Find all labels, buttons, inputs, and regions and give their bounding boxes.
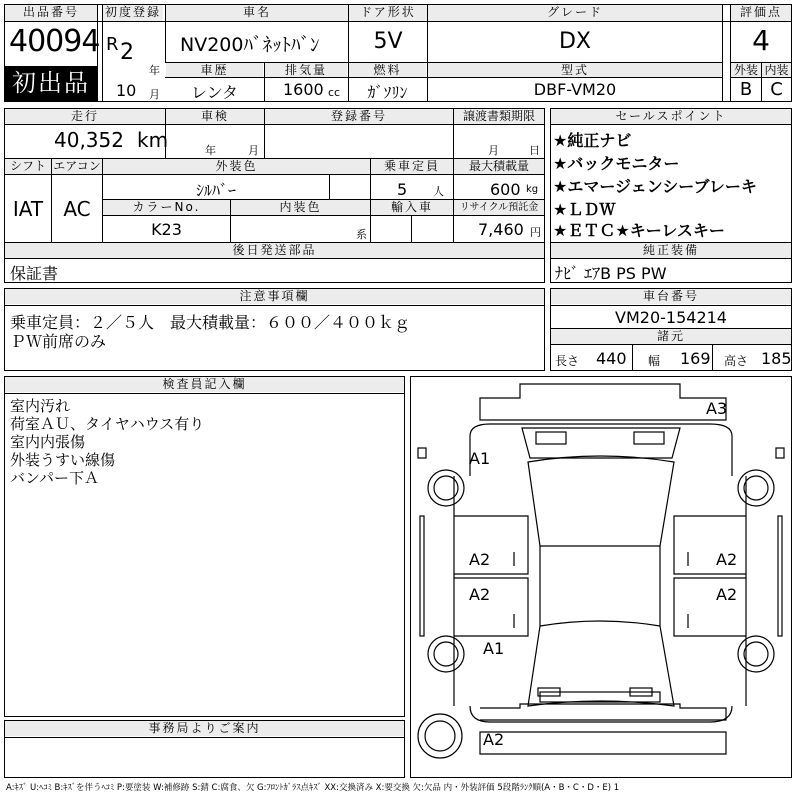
int-color-header: 内装色 [231,200,370,215]
deadline-day-unit: 日 [529,144,540,157]
damage-a2-right-2: A2 [716,585,738,604]
genuine-equipment: ﾅﾋﾞ ｴｱB PS PW [555,264,667,283]
model-header: 型式 [428,63,722,77]
later-parts-header: 後日発送部品 [5,243,544,258]
displacement-header: 排気量 [265,63,347,77]
cc-unit: cc [328,86,341,99]
capacity-header: 乗車定員 [371,159,453,174]
exterior-score: B [739,79,753,100]
lot-no-header: 出品番号 [5,5,97,21]
max-load: 600 [490,180,521,199]
car-outline-diagram [410,376,792,778]
sales-point-2: ★バックモニター [553,154,680,173]
car-name-header: 車名 [166,5,348,21]
first-reg-header: 初度登録 [104,5,161,19]
inspector-header: 検査員記入欄 [5,377,404,392]
yen-unit: 円 [530,226,541,239]
model: DBF-VM20 [533,80,617,99]
shift: IAT [12,197,44,221]
sales-point-1: ★純正ナビ [553,131,632,150]
sales-points-header: セールスポイント [551,109,791,124]
int-color-unit: 系 [356,228,367,241]
color-no-header: カラーNo. [103,200,230,215]
color-no: K23 [151,220,182,239]
fuel: ｶﾞｿﾘﾝ [367,83,408,102]
dims-header: 諸元 [551,329,791,344]
inspector-line-5: バンパー下Ａ [10,469,99,487]
height-label: 高さ [724,354,749,368]
chassis-header: 車台番号 [551,289,791,304]
inspector-line-4: 外装うすい線傷 [10,451,116,469]
caution-header: 注意事項欄 [5,289,544,304]
capacity: 5 [397,180,408,199]
score: 4 [752,24,770,57]
car-name: NV200ﾊﾞﾈｯﾄﾊﾞﾝ [180,34,320,56]
reg-month: 10 [116,81,137,100]
import-header: 輸入車 [371,200,453,215]
interior-score: C [770,79,783,100]
damage-a2-left-1: A2 [469,550,491,569]
deadline-month-unit: 月 [488,144,499,157]
width: 169 [680,349,711,368]
shift-header: シフト [5,159,51,174]
sales-point-4: ★ＬＤＷ [553,200,616,219]
damage-a2-bottom: A2 [483,730,505,749]
aircon: AC [63,197,91,221]
history: レンタ [191,83,238,102]
length-label: 長さ [555,354,580,368]
capacity-unit: 人 [433,185,444,198]
sales-point-5: ★ＥＴＣ★キーレスキー [553,221,725,240]
aircon-header: エアコン [53,159,101,173]
door-type: 5V [373,29,403,54]
damage-a2-left-2: A2 [469,585,491,604]
km-unit: km [137,128,169,152]
insp-year-unit: 年 [205,144,216,157]
max-load-header: 最大積載量 [454,159,544,174]
damage-a1-rear: A1 [483,639,505,658]
month-unit: 月 [149,88,160,101]
sales-point-3: ★エマージェンシーブレーキ [553,177,757,196]
history-header: 車歴 [166,63,263,77]
ext-color-header: 外装色 [103,159,370,174]
office-header: 事務局よりご案内 [5,721,404,736]
damage-a1-front: A1 [469,449,491,468]
inspector-line-2: 荷室ＡＵ、タイヤハウス有り [10,415,205,433]
legend: A:ｷｽﾞ U:ﾍｺﾐ B:ｷｽﾞを伴うﾍｺﾐ P:要塗装 W:補修跡 S:錆 C:腐食、欠 G:ﾌﾛﾝﾄｶﾞﾗｽ点ｷｽﾞ XX:交換済み X:要交換 欠:欠品 内・外装評価 5段階ﾗﾝｸ順(A・B・C・D・E) 1 [6,783,620,793]
interior-header: 内装 [762,63,791,77]
grade-header: グレード [428,5,722,21]
grade: DX [558,29,591,54]
later-parts: 保証書 [10,264,59,283]
inspector-line-3: 室内内張傷 [10,433,86,451]
length: 440 [596,349,627,368]
score-header: 評価点 [731,5,791,21]
caution-line-1: 乗車定員：２／５人 最大積載量：６００／４００ｋｇ [10,313,411,332]
kg-unit: kg [526,184,539,195]
recycle-fee: 7,460 [478,220,524,239]
damage-a3: A3 [706,399,728,418]
reg-no-header: 登録番号 [265,109,453,124]
reg-year: 2 [120,40,134,65]
damage-a2-right-1: A2 [716,550,738,569]
inspector-line-1: 室内汚れ [10,397,71,415]
inspection-header: 車検 [166,109,264,124]
era: R [106,34,119,55]
door-header: ドア形状 [349,5,427,21]
mileage: 40,352 [54,128,124,152]
width-label: 幅 [648,354,661,368]
first-listing-badge: 初出品 [5,66,97,101]
lot-number: 40094 [9,24,100,59]
exterior-header: 外装 [731,63,761,77]
ext-color: ｼﾙﾊﾞｰ [195,181,236,200]
genuine-header: 純正装備 [551,243,791,258]
deadline-header: 譲渡書類期限 [454,109,544,124]
caution-line-2: ＰＷ前席のみ [10,332,107,351]
height: 185 [761,349,792,368]
fuel-header: 燃料 [349,63,426,77]
mileage-header: 走行 [5,109,165,124]
insp-month-unit: 月 [248,144,259,157]
year-unit: 年 [149,64,160,77]
recycle-header: リサイクル預託金 [454,200,544,215]
displacement: 1600 [283,80,324,99]
chassis-number: VM20-154214 [615,308,727,327]
